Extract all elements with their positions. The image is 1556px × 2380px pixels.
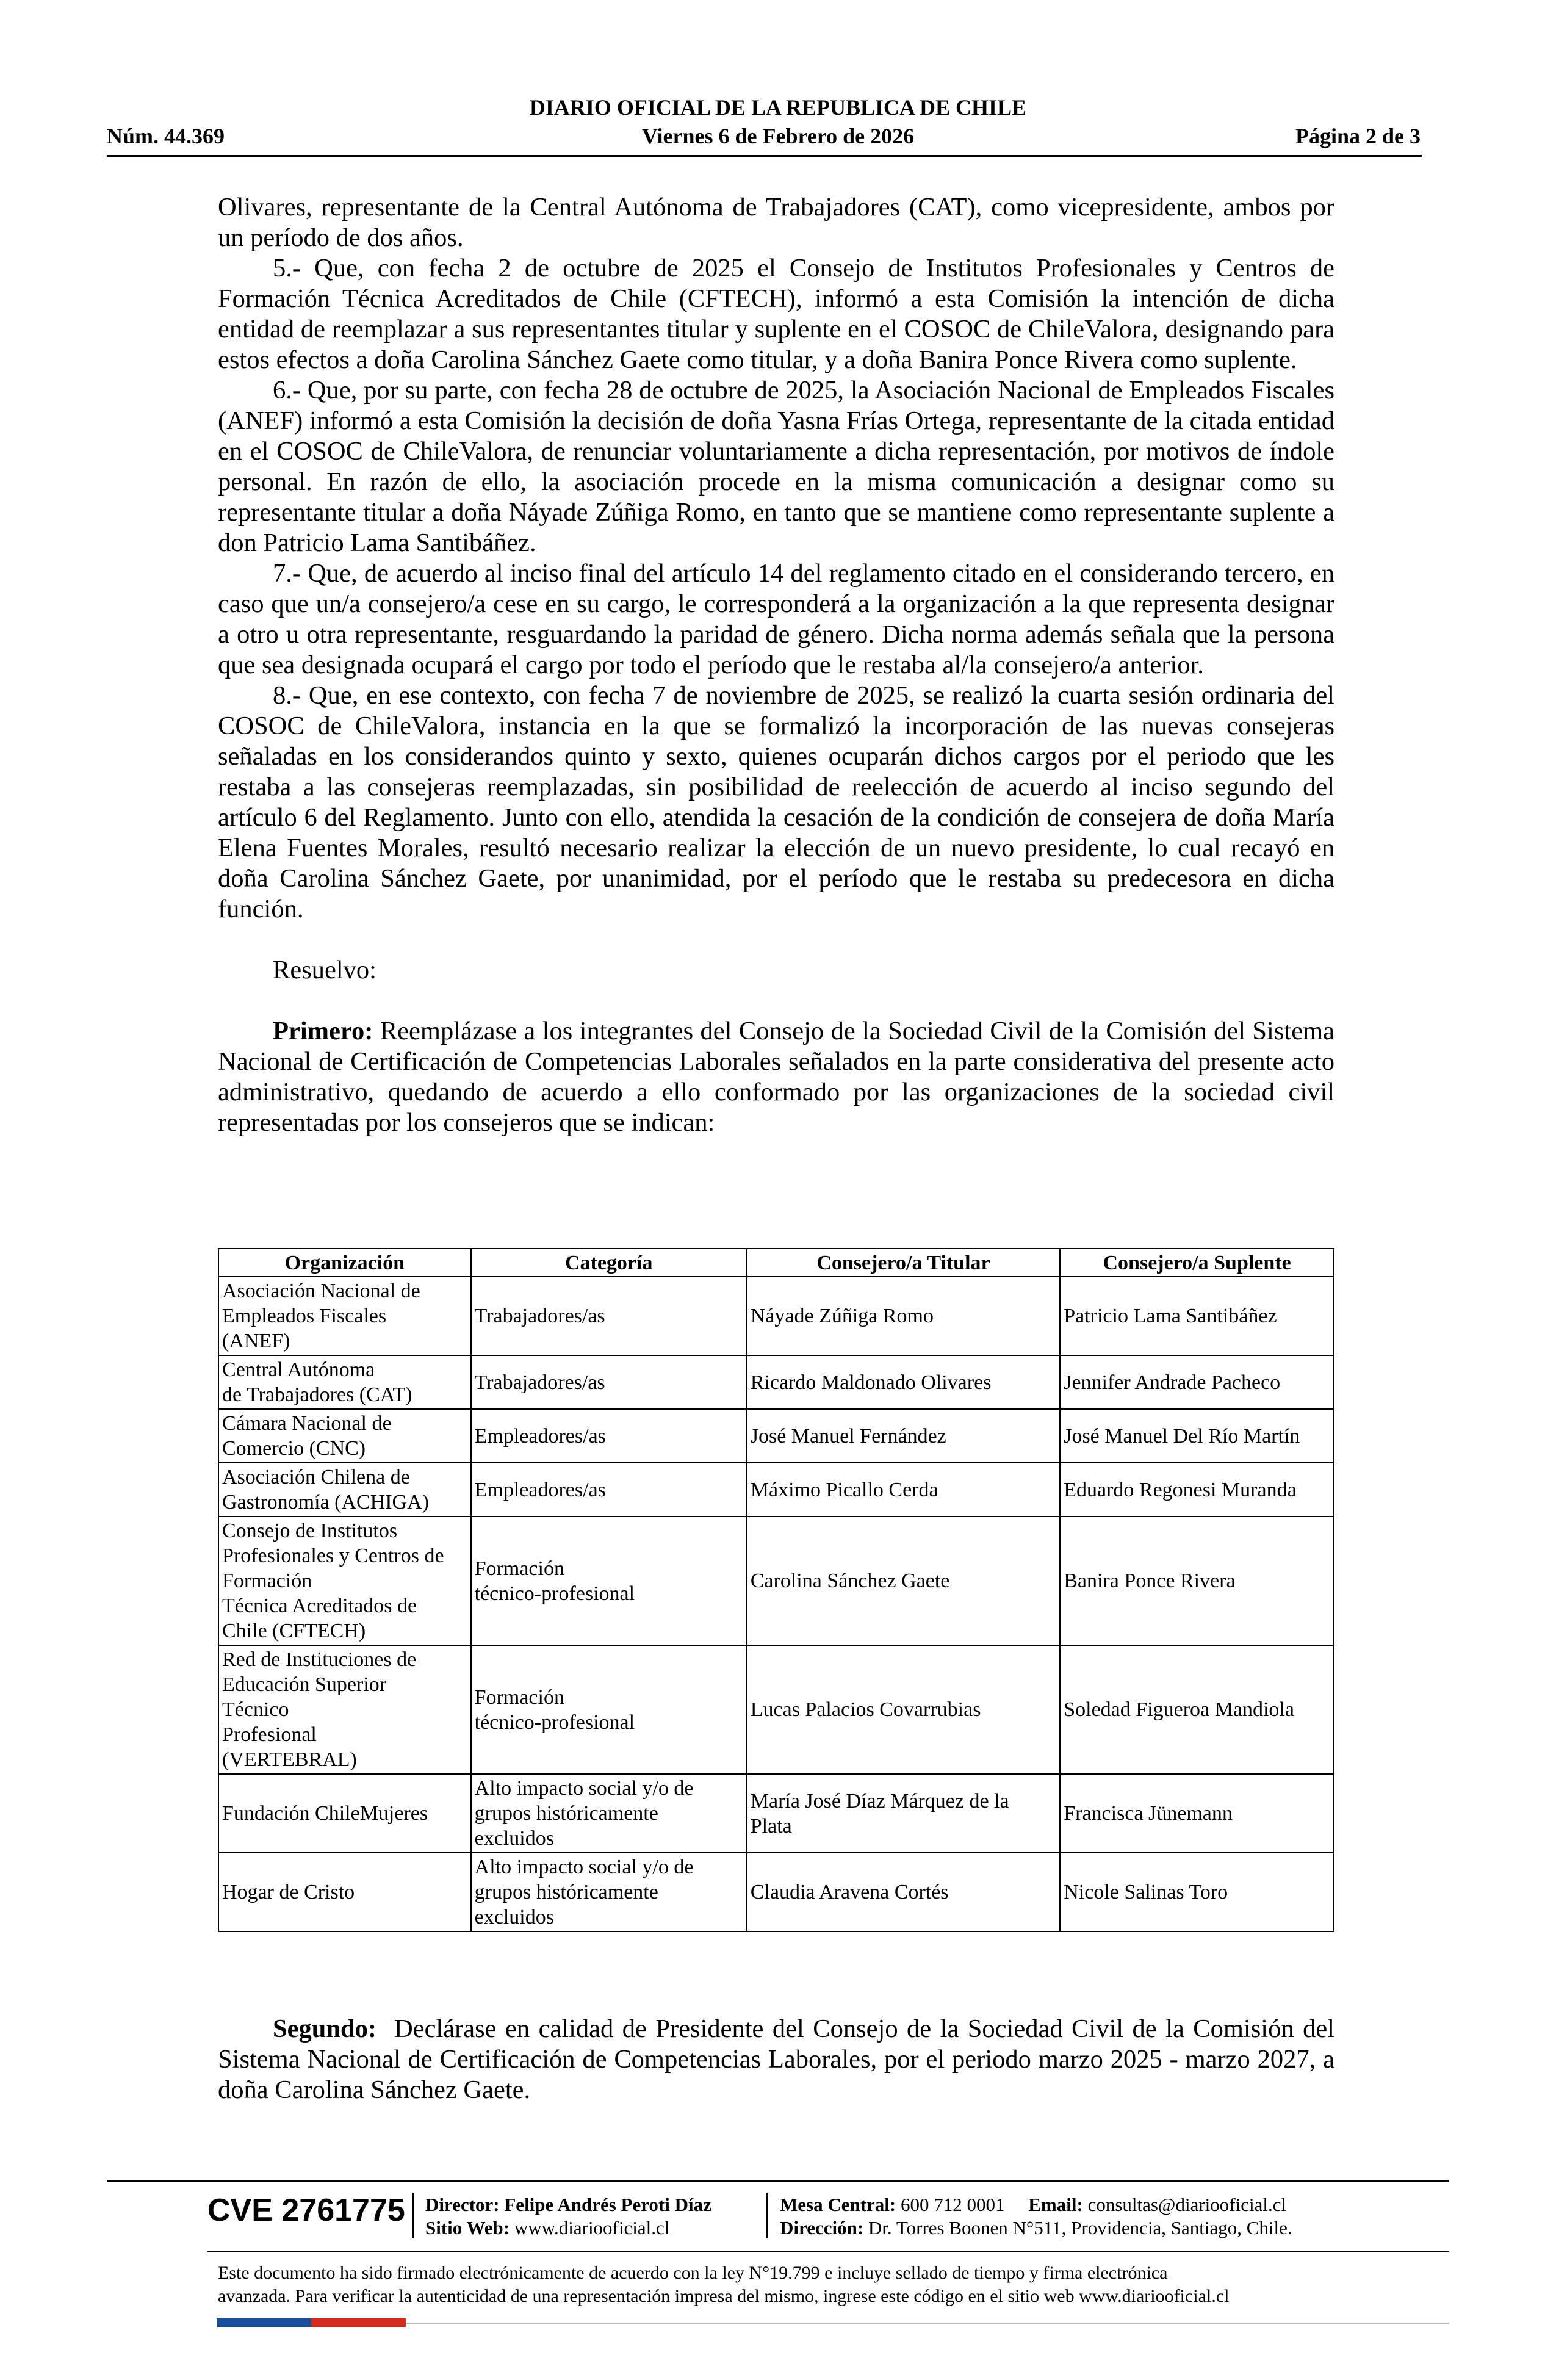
cell-line: Gastronomía (ACHIGA) <box>222 1491 429 1513</box>
footer-separator <box>766 2193 768 2238</box>
director-name: Felipe Andrés Peroti Díaz <box>504 2194 711 2215</box>
cell-line: Central Autónoma <box>222 1358 375 1381</box>
cell-organization <box>218 1277 471 1355</box>
cell-line: (ANEF) <box>222 1330 290 1352</box>
paragraph-6: 6.- Que, por su parte, con fecha 28 de octubre de 2025, la Asociación Nacional de Empleados Fiscales (ANEF) informó a esta Comisión la decisión de doña Yasna Frías Ortega, representante de la citada entidad en el COSOC de ChileValora, de renunciar voluntariamente a dicha representación, por motivos de índole personal. En razón de ello, la asociación procede en la misma comunicación a designar como su representante titular a doña Náyade Zúñiga Romo, en tanto que se mantiene como representante suplente a don Patricio Lama Santibáñez. <box>218 376 1334 557</box>
cell-line: Lucas Palacios Covarrubias <box>750 1698 981 1721</box>
table-row <box>218 1645 1334 1774</box>
cell-suplente <box>1060 1853 1334 1931</box>
flag-blue-segment <box>217 2318 311 2327</box>
page-indicator: Página 2 de 3 <box>1295 124 1421 148</box>
cell-titular <box>747 1277 1060 1355</box>
cell-line: Cámara Nacional de <box>222 1412 392 1435</box>
note-line-1: Este documento ha sido firmado electrónicamente de acuerdo con la ley N°19.799 e incluye sellado de tiempo y firma electrónica <box>218 2263 1168 2283</box>
cell-line: Trabajadores/as <box>474 1371 605 1394</box>
cell-suplente <box>1060 1774 1334 1853</box>
cell-suplente <box>1060 1645 1334 1774</box>
cell-line: grupos históricamente <box>474 1881 658 1903</box>
cell-category <box>471 1853 747 1931</box>
cell-category <box>471 1409 747 1463</box>
cell-organization <box>218 1355 471 1409</box>
table-row <box>218 1774 1334 1853</box>
column-header-category: Categoría <box>471 1249 747 1277</box>
cell-line: Nicole Salinas Toro <box>1064 1881 1228 1903</box>
cell-line: grupos históricamente <box>474 1802 658 1825</box>
cell-line: Claudia Aravena Cortés <box>750 1881 949 1903</box>
document-body-continued <box>218 2014 1334 2105</box>
header-divider <box>107 155 1422 157</box>
cell-line: Red de Instituciones de <box>222 1648 417 1671</box>
cell-line: María José Díaz Márquez de la <box>750 1789 1009 1812</box>
cell-line: Formación <box>474 1686 564 1709</box>
cell-line: Trabajadores/as <box>474 1305 605 1327</box>
resuelvo-heading: Resuelvo: <box>273 956 376 984</box>
cell-line: Eduardo Regonesi Muranda <box>1064 1478 1297 1501</box>
cell-line: técnico-profesional <box>474 1711 635 1734</box>
cell-suplente <box>1060 1516 1334 1645</box>
cell-line: Náyade Zúñiga Romo <box>750 1305 934 1327</box>
cell-line: Consejo de Institutos <box>222 1520 398 1542</box>
cell-line: Empleados Fiscales <box>222 1305 387 1327</box>
table-row <box>218 1277 1334 1355</box>
cell-line: José Manuel Del Río Martín <box>1064 1424 1300 1448</box>
cell-category <box>471 1516 747 1645</box>
cell-line: Soledad Figueroa Mandiola <box>1064 1698 1294 1721</box>
cve-code: CVE 2761775 <box>207 2193 405 2228</box>
cell-category <box>471 1463 747 1516</box>
paragraph-7: 7.- Que, de acuerdo al inciso final del artículo 14 del reglamento citado en el considerando tercero, en caso que un/a consejero/a cese en su cargo, le corresponderá a la organización a la que representa designar a otro u otra representante, resguardando la paridad de género. Dicha norma además señala que la persona que sea designada ocupará el cargo por todo el período que le restaba al/la consejero/a anterior. <box>218 559 1334 679</box>
footer-separator <box>412 2193 414 2238</box>
cell-organization <box>218 1516 471 1645</box>
table-row <box>218 1355 1334 1409</box>
cell-line: Formación <box>474 1557 564 1580</box>
cell-line: José Manuel Fernández <box>750 1424 946 1448</box>
cell-line: Profesionales y Centros de <box>222 1545 444 1567</box>
cell-line: de Trabajadores (CAT) <box>222 1383 412 1406</box>
footer-divider-top <box>107 2180 1449 2182</box>
resolution-segundo <box>218 2014 1334 2105</box>
cell-line: Educación Superior <box>222 1673 387 1696</box>
cell-line: Formación <box>222 1570 312 1592</box>
table-row <box>218 1853 1334 1931</box>
footer-director-block <box>425 2193 711 2240</box>
column-header-organization: Organización <box>218 1249 471 1277</box>
cell-line: Jennifer Andrade Pacheco <box>1064 1371 1281 1394</box>
resolution-primero <box>218 1016 1334 1138</box>
cell-line: Técnico <box>222 1698 289 1721</box>
footer-contact-block <box>780 2193 1292 2240</box>
cell-line: Plata <box>750 1814 792 1837</box>
flag-red-segment <box>311 2318 406 2327</box>
cell-organization <box>218 1774 471 1853</box>
cell-line: Empleadores/as <box>474 1478 606 1501</box>
cell-line: técnico-profesional <box>474 1582 635 1605</box>
issue-number: Núm. 44.369 <box>107 124 225 148</box>
cell-line: Profesional <box>222 1723 317 1746</box>
cell-line: Comercio (CNC) <box>222 1437 366 1460</box>
cell-line: Chile (CFTECH) <box>222 1620 366 1642</box>
paragraph-8: 8.- Que, en ese contexto, con fecha 7 de noviembre de 2025, se realizó la cuarta sesión ordinaria del COSOC de ChileValora, instancia en la que se formalizó la incorporación de las nuevas consejeras señaladas en los considerandos quinto y sexto, quienes ocuparán dichos cargos por el periodo que les restaba a las consejeras reemplazadas, sin posibilidad de reelección de acuerdo al inciso segundo del artículo 6 del Reglamento. Junto con ello, atendida la cesación de la condición de consejera de doña María Elena Fuentes Morales, resultó necesario realizar la elección de un nuevo presidente, lo cual recayó en doña Carolina Sánchez Gaete, por unanimidad, por el período que le restaba su predecesora en dicha función. <box>218 681 1334 923</box>
cell-category <box>471 1774 747 1853</box>
cell-line: Hogar de Cristo <box>222 1881 355 1903</box>
electronic-signature-note <box>218 2262 1334 2308</box>
cell-titular <box>747 1355 1060 1409</box>
table-row <box>218 1409 1334 1463</box>
paragraph-continuation: Olivares, representante de la Central Autónoma de Trabajadores (CAT), como vicepresidente, ambos por un período de dos años. <box>218 193 1334 252</box>
table-body <box>218 1277 1334 1931</box>
issue-date: Viernes 6 de Febrero de 2026 <box>641 124 915 148</box>
note-line-2: avanzada. Para verificar la autenticidad de una representación impresa del mismo, ingrese este código en el sitio web www.diariooficial.cl <box>218 2286 1230 2306</box>
primero-label: Primero: <box>273 1017 373 1045</box>
column-header-titular: Consejero/a Titular <box>747 1249 1060 1277</box>
cell-suplente <box>1060 1277 1334 1355</box>
cell-titular <box>747 1853 1060 1931</box>
cell-line: excluidos <box>474 1827 554 1850</box>
table-header-row <box>218 1249 1334 1277</box>
cell-line: excluidos <box>474 1906 554 1928</box>
cell-organization <box>218 1645 471 1774</box>
address-label: Dirección: <box>780 2217 864 2238</box>
cell-line: Francisca Jünemann <box>1064 1802 1233 1825</box>
cell-titular <box>747 1774 1060 1853</box>
website-label: Sitio Web: <box>425 2217 510 2238</box>
cell-category <box>471 1277 747 1355</box>
cell-organization <box>218 1853 471 1931</box>
cell-line: Carolina Sánchez Gaete <box>750 1570 950 1592</box>
cell-line: Patricio Lama Santibáñez <box>1064 1305 1277 1327</box>
phone-number: 600 712 0001 <box>901 2194 1005 2215</box>
cell-line: Banira Ponce Rivera <box>1064 1570 1236 1592</box>
cell-organization <box>218 1463 471 1516</box>
cell-category <box>471 1645 747 1774</box>
council-members-table <box>218 1248 1334 1932</box>
cell-line: Alto impacto social y/o de <box>474 1777 694 1800</box>
cell-suplente <box>1060 1355 1334 1409</box>
cell-line: Técnica Acreditados de <box>222 1595 417 1617</box>
cell-line: Alto impacto social y/o de <box>474 1856 694 1878</box>
cell-titular <box>747 1409 1060 1463</box>
segundo-text: Declárase en calidad de Presidente del Consejo de la Sociedad Civil de la Comisión del Sistema Nacional de Certificación de Competencias Laborales, por el periodo marzo 2025 - marzo 2027, a doña Carolina Sánchez Gaete. <box>218 2014 1334 2104</box>
cell-titular <box>747 1645 1060 1774</box>
cell-line: Máximo Picallo Cerda <box>750 1478 938 1501</box>
cell-titular <box>747 1516 1060 1645</box>
website-link[interactable]: www.diariooficial.cl <box>514 2217 670 2238</box>
cell-line: (VERTEBRAL) <box>222 1748 357 1771</box>
cell-suplente <box>1060 1409 1334 1463</box>
paragraph-5: 5.- Que, con fecha 2 de octubre de 2025 el Consejo de Institutos Profesionales y Centros de Formación Técnica Acreditados de Chile (CFTECH), informó a esta Comisión la intención de dicha entidad de reemplazar a sus representantes titular y suplente en el COSOC de ChileValora, designando para estos efectos a doña Carolina Sánchez Gaete como titular, y a doña Banira Ponce Rivera como suplente. <box>218 254 1334 374</box>
email-label: Email: <box>1028 2194 1083 2215</box>
cell-organization <box>218 1409 471 1463</box>
footer-divider-middle <box>207 2251 1449 2252</box>
cell-titular <box>747 1463 1060 1516</box>
cell-suplente <box>1060 1463 1334 1516</box>
column-header-suplente: Consejero/a Suplente <box>1060 1249 1334 1277</box>
address-text: Dr. Torres Boonen N°511, Providencia, Santiago, Chile. <box>868 2217 1292 2238</box>
table-row <box>218 1516 1334 1645</box>
cell-line: Fundación ChileMujeres <box>222 1802 428 1825</box>
cell-line: Asociación Nacional de <box>222 1280 420 1302</box>
table-row <box>218 1463 1334 1516</box>
document-body <box>218 192 1334 1138</box>
newspaper-title: DIARIO OFICIAL DE LA REPUBLICA DE CHILE <box>529 95 1027 120</box>
cell-line: Asociación Chilena de <box>222 1466 410 1488</box>
cell-line: Empleadores/as <box>474 1424 606 1448</box>
cell-category <box>471 1355 747 1409</box>
cell-line: Ricardo Maldonado Olivares <box>750 1371 992 1394</box>
segundo-label: Segundo: <box>273 2014 377 2043</box>
email-link[interactable]: consultas@diariooficial.cl <box>1087 2194 1287 2215</box>
primero-text: Reemplázase a los integrantes del Consejo de la Sociedad Civil de la Comisión del Sistema Nacional de Certificación de Competencias Laborales señalados en la parte considerativa del presente acto administrativo, quedando de acuerdo a ello conformado por las organizaciones de la sociedad civil representadas por los consejeros que se indican: <box>218 1017 1334 1137</box>
phone-label: Mesa Central: <box>780 2194 896 2215</box>
footer-divider-bottom <box>406 2323 1449 2324</box>
director-label: Director: <box>425 2194 500 2215</box>
chile-flag-stripe <box>217 2318 406 2327</box>
